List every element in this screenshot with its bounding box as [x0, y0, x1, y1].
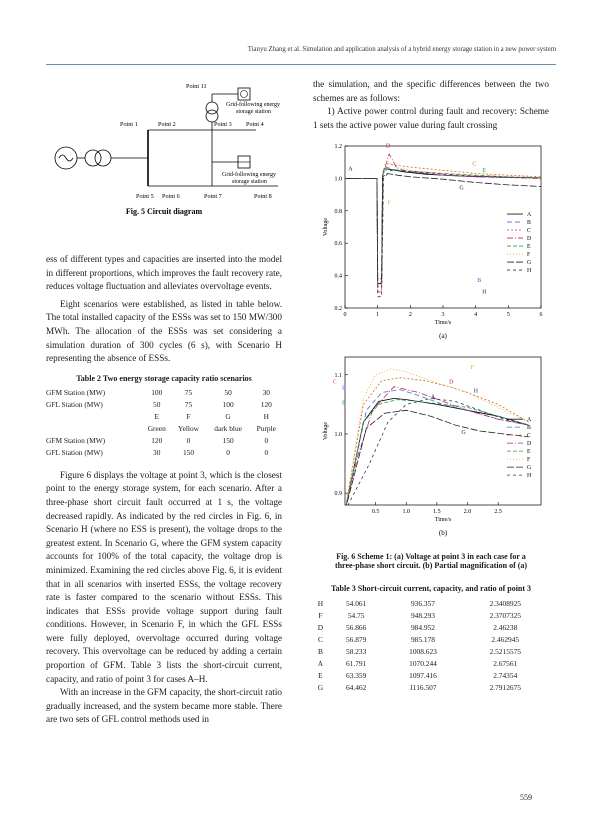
table-row [46, 423, 282, 435]
annotation-A: A [430, 394, 436, 401]
y-tick-label: 1.2 [334, 144, 342, 151]
series-line-A [345, 399, 532, 512]
table-cell: 2.3707325 [489, 610, 521, 620]
label-gfl-1: Grid-following energy [222, 172, 277, 178]
annotation-H: H [482, 289, 487, 296]
table-cell: 2.46238 [493, 622, 518, 632]
plot-frame [345, 357, 541, 505]
table-cell: 120 [151, 436, 163, 446]
table-row [313, 597, 549, 609]
series-line-C [345, 378, 532, 511]
table-cell: 54.061 [345, 598, 367, 608]
annotation-B: B [477, 278, 482, 285]
x-tick-label: 4 [474, 312, 478, 319]
series-line-F [345, 161, 541, 292]
legend-entry: A [527, 212, 532, 219]
y-tick-label: 0.9 [334, 491, 342, 498]
transformer-icon [85, 150, 101, 166]
label-point5: Point 5 [136, 193, 154, 200]
table-cell: 1008.623 [409, 646, 437, 656]
table2-caption: Table 2 Two energy storage capacity ratio scenarios [76, 373, 252, 383]
legend-entry: C [527, 433, 531, 440]
table-cell: 58.233 [345, 646, 367, 656]
table-cell: 0 [186, 436, 191, 446]
fig5-caption: Fig. 5 Circuit diagram [125, 207, 203, 216]
series-line-D [345, 387, 532, 511]
table-cell: B [317, 646, 323, 656]
table3-caption: Table 3 Short-circuit current, capacity, and ratio of point 3 [330, 584, 532, 594]
table-cell: 61.791 [345, 658, 367, 668]
subfigure-label: (b) [438, 529, 448, 538]
table-row [313, 681, 549, 693]
table-cell: 2.67561 [493, 658, 518, 668]
annotation-G: G [459, 186, 464, 193]
annotation-D: D [385, 143, 391, 150]
series-line-G [345, 174, 541, 279]
annotation-B: B [341, 385, 346, 392]
table2 [46, 387, 282, 459]
legend-entry: F [527, 457, 531, 464]
table-cell: H [317, 598, 324, 608]
label-point4: Point 4 [246, 121, 264, 128]
label-point11: Point 11 [186, 83, 207, 90]
table-cell: GFM Station (MW) [46, 388, 106, 398]
y-tick-label: 0.4 [334, 273, 342, 280]
table-cell: GFM Station (MW) [46, 436, 106, 446]
table-row [313, 657, 549, 669]
table-cell: 100 [222, 400, 234, 410]
y-tick-label: 1.1 [334, 373, 342, 380]
table-cell: 30 [153, 448, 161, 458]
circuit-diagram [46, 78, 282, 226]
table-cell: 2.462945 [491, 634, 520, 644]
table-cell: Yellow [177, 424, 200, 434]
y-axis-label: Voltage [323, 218, 329, 237]
x-axis-label: Time/s [434, 517, 452, 524]
label-point2: Point 2 [158, 121, 176, 128]
table-cell: 150 [182, 448, 195, 458]
right-column [313, 78, 549, 693]
annotation-C: C [472, 161, 477, 168]
table-cell: Purple [256, 424, 276, 434]
table-cell: C [317, 634, 323, 644]
legend-entry: A [527, 417, 532, 424]
x-tick-label: 2 [408, 312, 412, 319]
running-header: Tianyu Zhang et al. Simulation and application analysis of a hybrid energy storage station in a new power system [247, 46, 556, 53]
table-cell: 936.357 [410, 598, 435, 608]
legend-entry: F [527, 252, 531, 259]
table-cell: 75 [184, 400, 193, 410]
header-rule [46, 64, 556, 65]
table3 [313, 597, 549, 693]
paragraph: With an increase in the GFM capacity, the short-circuit ratio gradually increased, and the system became more stable. There are two sets of GFL control methods used in [46, 687, 282, 725]
table-cell: D [317, 622, 324, 632]
fig6b-chart [313, 349, 549, 545]
annotation-E: E [341, 400, 346, 407]
label-gfm-1: Grid-following energy [226, 102, 281, 108]
y-tick-label: 0.8 [334, 209, 342, 216]
series-line-F [345, 369, 532, 511]
annotation-H: H [473, 388, 478, 395]
label-point7: Point 7 [204, 193, 222, 200]
legend-entry: D [527, 441, 532, 448]
table-row [46, 435, 282, 447]
x-tick-label: 1.5 [433, 509, 441, 516]
table-cell: dark blue [214, 424, 242, 434]
paragraph: 1) Active power control during fault and recovery: Scheme 1 sets the active power value during fault crossing [313, 106, 549, 130]
label-gfm-2: storage station [236, 109, 271, 115]
legend-entry: B [527, 425, 531, 432]
table-cell: F [186, 412, 191, 422]
label-point1: Point 1 [120, 121, 138, 128]
paragraph: Eight scenarios were established, as listed in table below. The total installed capacity of the ESSs was set to 150 MW/300 MWh. The allocation of the ESSs was set considering a simulation duration of 300 cycles (6 s), with Scenario H representing the absence of ESSs. [46, 298, 282, 364]
x-tick-label: 5 [506, 312, 510, 319]
table-cell: G [225, 412, 231, 422]
table-cell: E [154, 412, 159, 422]
table-row [46, 411, 282, 423]
paragraph: ess of different types and capacities are inserted into the model in different proportions, which improves the fault recovery rate, reduces voltage fluctuation and alleviates overvoltage events. [46, 254, 282, 292]
table-cell: 0 [226, 448, 230, 458]
table-cell: Green [147, 424, 166, 434]
series-line-H [345, 171, 541, 297]
x-tick-label: 2.5 [494, 509, 502, 516]
subfigure-label: (a) [439, 332, 447, 341]
label-point8: Point 8 [254, 193, 272, 200]
x-tick-label: 6 [539, 312, 543, 319]
series-line-B [345, 390, 532, 511]
table-row [313, 645, 549, 657]
legend-entry: E [527, 449, 531, 456]
table-cell: E [318, 670, 323, 680]
label-point6: Point 6 [162, 193, 180, 200]
table-cell: 100 [151, 388, 163, 398]
table-row [313, 621, 549, 633]
table-cell: 1116.507 [409, 682, 437, 692]
fig6-caption-line2: three-phase short circuit. (b) Partial magnification of (a) [334, 561, 528, 571]
table-cell: 150 [222, 436, 234, 446]
page-number: 559 [520, 793, 532, 802]
table-cell: 2.74354 [493, 670, 518, 680]
x-tick-label: 1 [376, 312, 380, 319]
table-cell: 30 [262, 388, 270, 398]
fig6a-chart [313, 132, 549, 344]
table-cell: 1070.244 [409, 658, 437, 668]
annotation-A: A [348, 166, 353, 173]
table-cell: 63.359 [345, 670, 367, 680]
y-tick-label: 0.2 [334, 306, 342, 313]
table-cell: F [318, 610, 323, 620]
series-line-B [345, 167, 541, 287]
table-cell: 0 [264, 448, 269, 458]
table-cell: GFL Station (MW) [46, 448, 103, 458]
table-row [313, 609, 549, 621]
y-tick-label: 1.0 [334, 176, 342, 183]
annotation-F: F [470, 365, 474, 372]
fig6-caption-line1: Fig. 6 Scheme 1: (a) Voltage at point 3 in each case for a [336, 552, 526, 562]
x-tick-label: 0.5 [371, 509, 380, 516]
table-cell: 56.879 [345, 634, 367, 644]
x-tick-label: 0 [343, 312, 347, 319]
table-cell: 54.75 [347, 610, 365, 620]
paragraph: Figure 6 displays the voltage at point 3, which is the closest point to the energy storage system, for each scenario. After a three-phase short circuit fault occurred at 1 s, the voltage decreased rapidly. As indicated by the red circles in Fig. 6, in Scenario H (where no ESS is present), the voltage drops to the greatest extent. In Scenario G, where the GFM system capacity accounts for 100% of the total capacity, the voltage drop is minimized. Examining the red circles above Fig. 6, it is evident that in all scenarios with inserted ESSs, the voltage recovery rate is faster compared to the scenario without ESSs. This indicates that ESSs provide voltage support during fault conditions. However, in Scenario F, in which the GFL ESSs were fully deployed, overvoltage occurred during voltage recovery. This overvoltage can be reduced by adding a certain proportion of GFM. Table 3 lists the short-circuit current, capacity, and ratio of point 3 for cases A–H. [46, 469, 282, 684]
table-cell: 0 [264, 436, 269, 446]
legend-entry: C [527, 228, 531, 235]
annotation-G: G [461, 430, 466, 437]
table-cell: 56.866 [345, 622, 367, 632]
table-row [46, 387, 282, 399]
table-cell: 2.5215575 [489, 646, 521, 656]
annotation-C: C [332, 380, 337, 387]
series-line-E [345, 166, 541, 285]
y-tick-label: 1.0 [334, 432, 342, 439]
label-point3: Point 3 [214, 121, 232, 128]
table-cell: H [263, 412, 269, 422]
annotation-E: E [482, 168, 486, 175]
table-cell: 2.7912675 [489, 682, 521, 692]
table-cell: 948.293 [410, 610, 435, 620]
table-cell: GFL Station (MW) [46, 400, 103, 410]
label-gfl-2: storage station [232, 179, 267, 185]
table-row [46, 447, 282, 459]
table-row [313, 633, 549, 645]
table-cell: 50 [153, 400, 161, 410]
table-cell: 985.178 [410, 634, 435, 644]
series-line-E [345, 400, 532, 511]
annotation-F: F [387, 200, 391, 207]
table-row [46, 399, 282, 411]
table-cell: G [317, 682, 324, 692]
annotation-D: D [449, 380, 454, 387]
legend-entry: H [527, 473, 532, 480]
legend-entry: H [527, 268, 532, 275]
table-cell: 120 [260, 400, 272, 410]
x-tick-label: 1.0 [402, 509, 410, 516]
y-axis-label: Voltage [323, 422, 329, 441]
y-tick-label: 0.6 [334, 241, 342, 248]
legend-entry: D [527, 236, 532, 243]
left-column [46, 78, 282, 727]
table-cell: 50 [224, 388, 232, 398]
legend-entry: G [527, 260, 532, 267]
table-cell: 2.3408925 [489, 598, 521, 608]
legend-entry: G [527, 465, 532, 472]
paragraph: the simulation, and the specific differences between the two schemes are as follows: [313, 79, 549, 103]
x-tick-label: 3 [441, 312, 445, 319]
table-cell: A [317, 658, 324, 668]
table-cell: 1097.416 [409, 670, 437, 680]
series-line-A [345, 166, 541, 284]
legend-entry: B [527, 220, 531, 227]
table-cell: 64.462 [345, 682, 367, 692]
gfm-station-icon [238, 88, 250, 100]
series-line-G [345, 411, 532, 512]
table-row [313, 669, 549, 681]
x-tick-label: 2.0 [463, 509, 472, 516]
legend-entry: E [527, 244, 531, 251]
series-line-H [345, 399, 532, 512]
series-line-C [345, 161, 541, 287]
table-cell: 984.952 [410, 622, 435, 632]
table-cell: 75 [184, 388, 193, 398]
x-axis-label: Time/s [434, 320, 452, 327]
